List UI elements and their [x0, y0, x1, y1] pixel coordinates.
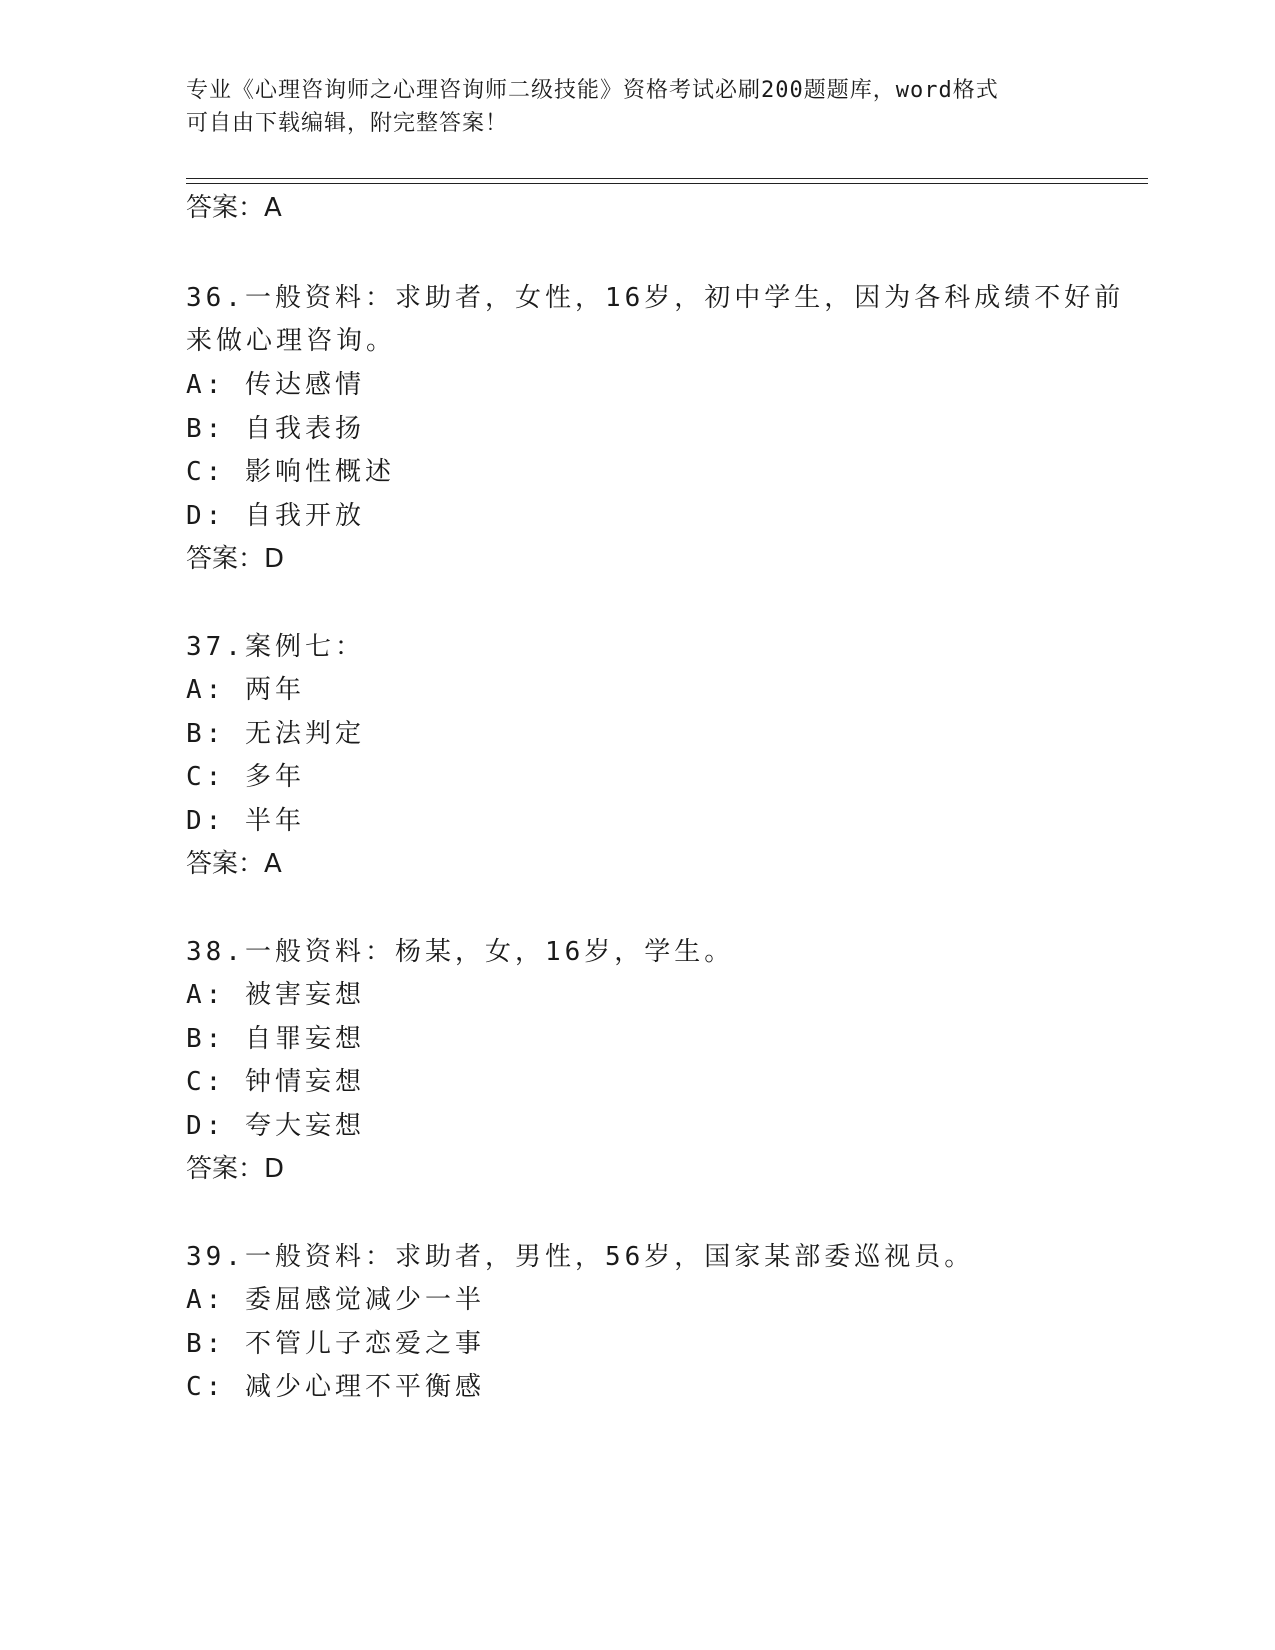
question-37-answer: 答案：A — [186, 849, 282, 879]
header-line-2: 可自由下载编辑，附完整答案！ — [186, 111, 509, 136]
question-38-option-b: B: 自罪妄想 — [186, 1024, 365, 1054]
question-39-stem: 39.一般资料：求助者，男性，56岁，国家某部委巡视员。 — [186, 1242, 975, 1272]
question-36-stem-line-2: 来做心理咨询。 — [186, 326, 397, 356]
question-38-answer: 答案：D — [186, 1154, 285, 1184]
question-38-option-a: A: 被害妄想 — [186, 980, 365, 1010]
question-37-option-b: B: 无法判定 — [186, 719, 365, 749]
question-36-option-c: C: 影响性概述 — [186, 457, 395, 487]
question-38-option-d: D: 夸大妄想 — [186, 1111, 365, 1141]
header-line-1: 专业《心理咨询师之心理咨询师二级技能》资格考试必刷200题题库，word格式 — [186, 78, 999, 103]
question-36-answer: 答案：D — [186, 544, 285, 574]
question-38-stem: 38.一般资料：杨某，女，16岁，学生。 — [186, 937, 735, 967]
question-37-option-a: A: 两年 — [186, 675, 305, 705]
question-37-stem: 37.案例七： — [186, 632, 365, 662]
question-39-option-a: A: 委屈感觉减少一半 — [186, 1285, 485, 1315]
question-39-option-c: C: 减少心理不平衡感 — [186, 1372, 485, 1402]
question-37-option-d: D: 半年 — [186, 806, 305, 836]
question-39-option-b: B: 不管儿子恋爱之事 — [186, 1329, 485, 1359]
document-header — [186, 74, 1086, 140]
question-36-option-a: A: 传达感情 — [186, 370, 365, 400]
question-37-option-c: C: 多年 — [186, 762, 305, 792]
question-38-option-c: C: 钟情妄想 — [186, 1067, 365, 1097]
answer-label: 答案：A — [186, 193, 282, 223]
question-36-option-d: D: 自我开放 — [186, 501, 365, 531]
question-36-stem-line-1: 36.一般资料：求助者，女性，16岁，初中学生，因为各科成绩不好前 — [186, 283, 1125, 313]
header-divider-bottom — [186, 183, 1148, 184]
header-divider-top — [186, 178, 1148, 179]
question-36-option-b: B: 自我表扬 — [186, 414, 365, 444]
